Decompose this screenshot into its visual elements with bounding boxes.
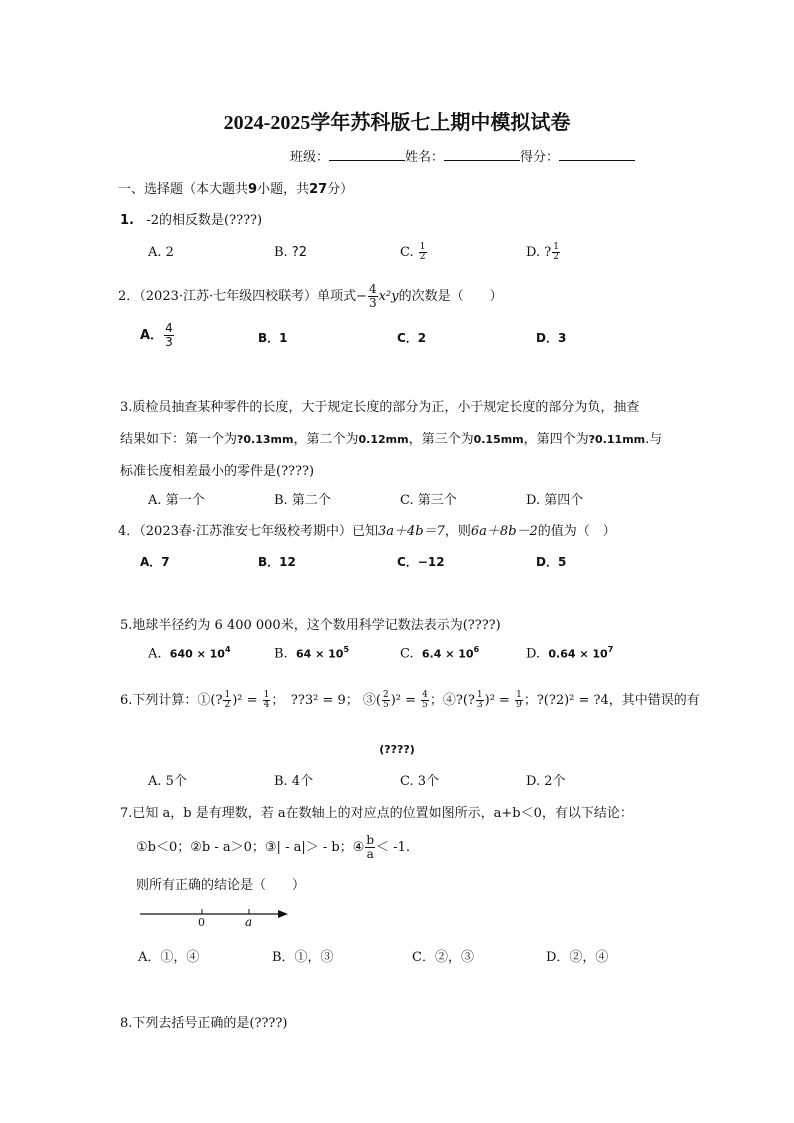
- q7-option-a[interactable]: A．①，④: [138, 950, 200, 965]
- class-label: 班级：: [290, 150, 330, 165]
- q4-option-a[interactable]: A．7: [140, 555, 170, 569]
- q3-option-d[interactable]: D. 第四个: [526, 493, 584, 508]
- q2-option-a[interactable]: A． $\frac{4}{3}$: [140, 321, 173, 349]
- question-5: 5.地球半径约为 6 400 000米，这个数用科学记数法表示为(????): [120, 618, 501, 633]
- q1-option-b[interactable]: B. ?2: [274, 245, 307, 260]
- q5-option-a[interactable]: A. $640 \times 10^4$: [148, 645, 231, 662]
- q2-option-c[interactable]: C．2: [397, 331, 427, 345]
- section-header: 一、选择题（本大题共9小题，共27分）: [118, 182, 354, 197]
- number-line: [138, 904, 298, 934]
- header-fields: [290, 146, 635, 165]
- name-label: 姓名：: [405, 150, 445, 165]
- question-3-line1: 3.质检员抽查某种零件的长度，大于规定长度的部分为正，小于规定长度的部分为负，抽查: [120, 400, 640, 415]
- q7-option-b[interactable]: B．①，③: [272, 950, 334, 965]
- q1-option-a[interactable]: A. 2: [148, 245, 174, 260]
- name-blank[interactable]: [444, 148, 520, 161]
- axis-label-zero: 0: [198, 916, 205, 929]
- q4-option-d[interactable]: D．5: [536, 555, 567, 569]
- question-3-line3: 标准长度相差最小的零件是(????): [120, 464, 315, 479]
- q7-option-c[interactable]: C．②，③: [412, 950, 474, 965]
- question-7-line2: ①b＜0；②b - a＞0；③| - a|＞ - b；④ $\frac{b}{a}$ ＜ -1.: [136, 833, 410, 861]
- q3-option-a[interactable]: A. 第一个: [148, 493, 205, 508]
- q2-option-d[interactable]: D．3: [536, 331, 567, 345]
- q6-option-b[interactable]: B. 4个: [274, 774, 314, 789]
- q4-option-c[interactable]: C．−12: [397, 555, 445, 569]
- question-1: 1. -2的相反数是(????): [120, 213, 263, 228]
- q3-option-c[interactable]: C. 第三个: [400, 493, 457, 508]
- q7-option-d[interactable]: D．②，④: [546, 950, 609, 965]
- number-line-svg: [138, 904, 298, 934]
- score-blank[interactable]: [559, 148, 635, 161]
- question-2: 2．（2023·江苏·七年级四校联考）单项式− $\frac{4}{3}$ x²y的次数是（ ）: [118, 282, 503, 310]
- page-title: 2024-2025学年苏科版七上期中模拟试卷: [223, 112, 571, 134]
- class-blank[interactable]: [329, 148, 405, 161]
- q5-option-d[interactable]: D. $0.64 \times 10^7$: [526, 645, 614, 662]
- q5-option-b[interactable]: B. $64 \times 10^5$: [274, 645, 350, 662]
- axis-arrow-icon: [278, 910, 288, 918]
- q3-option-b[interactable]: B. 第二个: [274, 493, 331, 508]
- question-8: 8.下列去括号正确的是(????): [120, 1016, 288, 1031]
- question-6: 6.下列计算：①(? $\frac{1}{2}$ )² = $\frac{1}{4}$ ； ??3² = 9； ③( $\frac{2}{5}$ )² = $\frac{4}{5}$ ；④?(? $\frac{1}{3}$ )² = $\frac{1}{9}$ ；?(?2)² = ?4，其中错误的有: [120, 690, 700, 710]
- q6-blank: (????): [379, 743, 415, 756]
- question-4: 4．（2023春·江苏淮安七年级校考期中）已知3a＋4b＝7，则6a＋8b－2的值为（ ）: [118, 524, 616, 539]
- q1-option-c[interactable]: C. $\frac{1}{2}$: [400, 242, 426, 262]
- q2-option-b[interactable]: B．1: [258, 331, 288, 345]
- axis-label-a: a: [245, 915, 253, 929]
- q6-option-d[interactable]: D. 2个: [526, 774, 566, 789]
- q6-option-a[interactable]: A. 5个: [148, 774, 187, 789]
- question-3-line2: 结果如下：第一个为?0.13mm，第二个为0.12mm，第三个为0.15mm，第四个为?0.11mm.与: [120, 432, 663, 447]
- q1-option-d[interactable]: D. ? $\frac{1}{2}$: [526, 242, 559, 262]
- q6-option-c[interactable]: C. 3个: [400, 774, 440, 789]
- q4-option-b[interactable]: B．12: [258, 555, 296, 569]
- q5-option-c[interactable]: C. $6.4 \times 10^6$: [400, 645, 480, 662]
- score-label: 得分：: [520, 150, 560, 165]
- question-7-line1: 7.已知 a，b 是有理数，若 a在数轴上的对应点的位置如图所示，a+b＜0，有以下结论：: [120, 806, 633, 821]
- question-7-line3: 则所有正确的结论是（ ）: [136, 878, 306, 893]
